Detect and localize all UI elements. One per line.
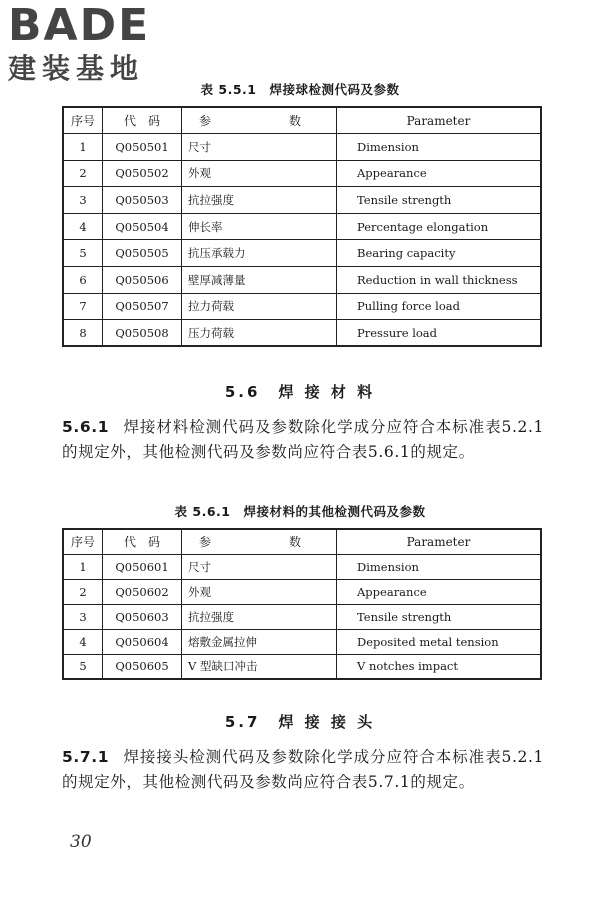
section-5-7-heading: 5.7 焊 接 接 头 xyxy=(224,713,376,731)
row-parameter-en: Tensile strength xyxy=(337,187,542,214)
row-index: 2 xyxy=(63,579,103,604)
table-header-row xyxy=(63,529,541,554)
row-parameter-cn: 抗拉强度 xyxy=(182,187,337,214)
header-code: 代 码 xyxy=(103,107,182,134)
table-row xyxy=(63,240,541,267)
clause-text: 焊接接头检测代码及参数除化学成分应符合本标准表5.2.1的规定外，其他检测代码及参数尚应符合表5.7.1的规定。 xyxy=(62,748,544,791)
logo-wordmark: BADE xyxy=(8,0,151,51)
row-index: 3 xyxy=(63,187,103,214)
header-code: 代 码 xyxy=(103,529,182,554)
row-code: Q050601 xyxy=(103,554,182,579)
page-number: 30 xyxy=(70,832,92,852)
table-5-5-1-caption: 表 5.5.1 焊接球检测代码及参数 xyxy=(200,82,400,97)
row-index: 4 xyxy=(63,213,103,240)
row-code: Q050603 xyxy=(103,604,182,629)
clause-5-6-1 xyxy=(62,415,544,465)
row-parameter-en: Reduction in wall thickness xyxy=(337,267,542,294)
clause-number: 5.6.1 xyxy=(62,418,110,436)
header-index: 序号 xyxy=(63,529,103,554)
table-row xyxy=(63,604,541,629)
row-index: 5 xyxy=(63,240,103,267)
row-parameter-en: Deposited metal tension xyxy=(337,629,542,654)
table-row xyxy=(63,187,541,214)
clause-5-7-1 xyxy=(62,745,544,795)
header-parameter-cn: 参 数 xyxy=(182,107,337,134)
logo-subtitle: 建装基地 xyxy=(8,52,145,85)
row-parameter-en: Pulling force load xyxy=(337,293,542,320)
row-code: Q050605 xyxy=(103,654,182,679)
row-index: 3 xyxy=(63,604,103,629)
row-parameter-cn: 伸长率 xyxy=(182,213,337,240)
table-row xyxy=(63,320,541,347)
table-row xyxy=(63,554,541,579)
header-parameter-cn: 参 数 xyxy=(182,529,337,554)
row-parameter-cn: 外观 xyxy=(182,160,337,187)
row-parameter-cn: 抗拉强度 xyxy=(182,604,337,629)
row-parameter-en: Percentage elongation xyxy=(337,213,542,240)
row-index: 4 xyxy=(63,629,103,654)
row-parameter-cn: 尺寸 xyxy=(182,554,337,579)
row-index: 8 xyxy=(63,320,103,347)
table-row xyxy=(63,629,541,654)
clause-number: 5.7.1 xyxy=(62,748,110,766)
row-parameter-en: Bearing capacity xyxy=(337,240,542,267)
row-code: Q050505 xyxy=(103,240,182,267)
row-parameter-cn: 抗压承载力 xyxy=(182,240,337,267)
row-parameter-cn: V 型缺口冲击 xyxy=(182,654,337,679)
header-index: 序号 xyxy=(63,107,103,134)
row-parameter-en: Tensile strength xyxy=(337,604,542,629)
row-parameter-en: Dimension xyxy=(337,134,542,161)
table-header-row xyxy=(63,107,541,134)
clause-text: 焊接材料检测代码及参数除化学成分应符合本标准表5.2.1的规定外，其他检测代码及参数尚应符合表5.6.1的规定。 xyxy=(62,418,544,461)
table-5-5-1 xyxy=(62,106,542,347)
row-code: Q050507 xyxy=(103,293,182,320)
table-row xyxy=(63,160,541,187)
table-5-6-1 xyxy=(62,528,542,680)
row-parameter-en: Appearance xyxy=(337,160,542,187)
table-row xyxy=(63,293,541,320)
table-row xyxy=(63,267,541,294)
row-index: 6 xyxy=(63,267,103,294)
row-index: 1 xyxy=(63,554,103,579)
row-code: Q050503 xyxy=(103,187,182,214)
row-parameter-en: V notches impact xyxy=(337,654,542,679)
row-code: Q050501 xyxy=(103,134,182,161)
row-parameter-en: Pressure load xyxy=(337,320,542,347)
row-code: Q050506 xyxy=(103,267,182,294)
row-parameter-en: Appearance xyxy=(337,579,542,604)
bade-logo xyxy=(8,0,178,90)
row-parameter-cn: 外观 xyxy=(182,579,337,604)
row-code: Q050604 xyxy=(103,629,182,654)
row-index: 7 xyxy=(63,293,103,320)
row-index: 5 xyxy=(63,654,103,679)
table-row xyxy=(63,579,541,604)
row-parameter-cn: 拉力荷载 xyxy=(182,293,337,320)
row-index: 2 xyxy=(63,160,103,187)
table-row xyxy=(63,654,541,679)
row-parameter-cn: 尺寸 xyxy=(182,134,337,161)
row-parameter-cn: 壁厚减薄量 xyxy=(182,267,337,294)
section-5-6-heading: 5.6 焊 接 材 料 xyxy=(224,383,376,401)
row-parameter-en: Dimension xyxy=(337,554,542,579)
row-parameter-cn: 熔敷金属拉伸 xyxy=(182,629,337,654)
row-code: Q050504 xyxy=(103,213,182,240)
header-parameter-en: Parameter xyxy=(337,107,542,134)
table-row xyxy=(63,134,541,161)
row-parameter-cn: 压力荷载 xyxy=(182,320,337,347)
row-code: Q050502 xyxy=(103,160,182,187)
header-parameter-en: Parameter xyxy=(337,529,542,554)
row-code: Q050508 xyxy=(103,320,182,347)
table-5-6-1-caption: 表 5.6.1 焊接材料的其他检测代码及参数 xyxy=(174,504,426,519)
row-index: 1 xyxy=(63,134,103,161)
table-row xyxy=(63,213,541,240)
row-code: Q050602 xyxy=(103,579,182,604)
